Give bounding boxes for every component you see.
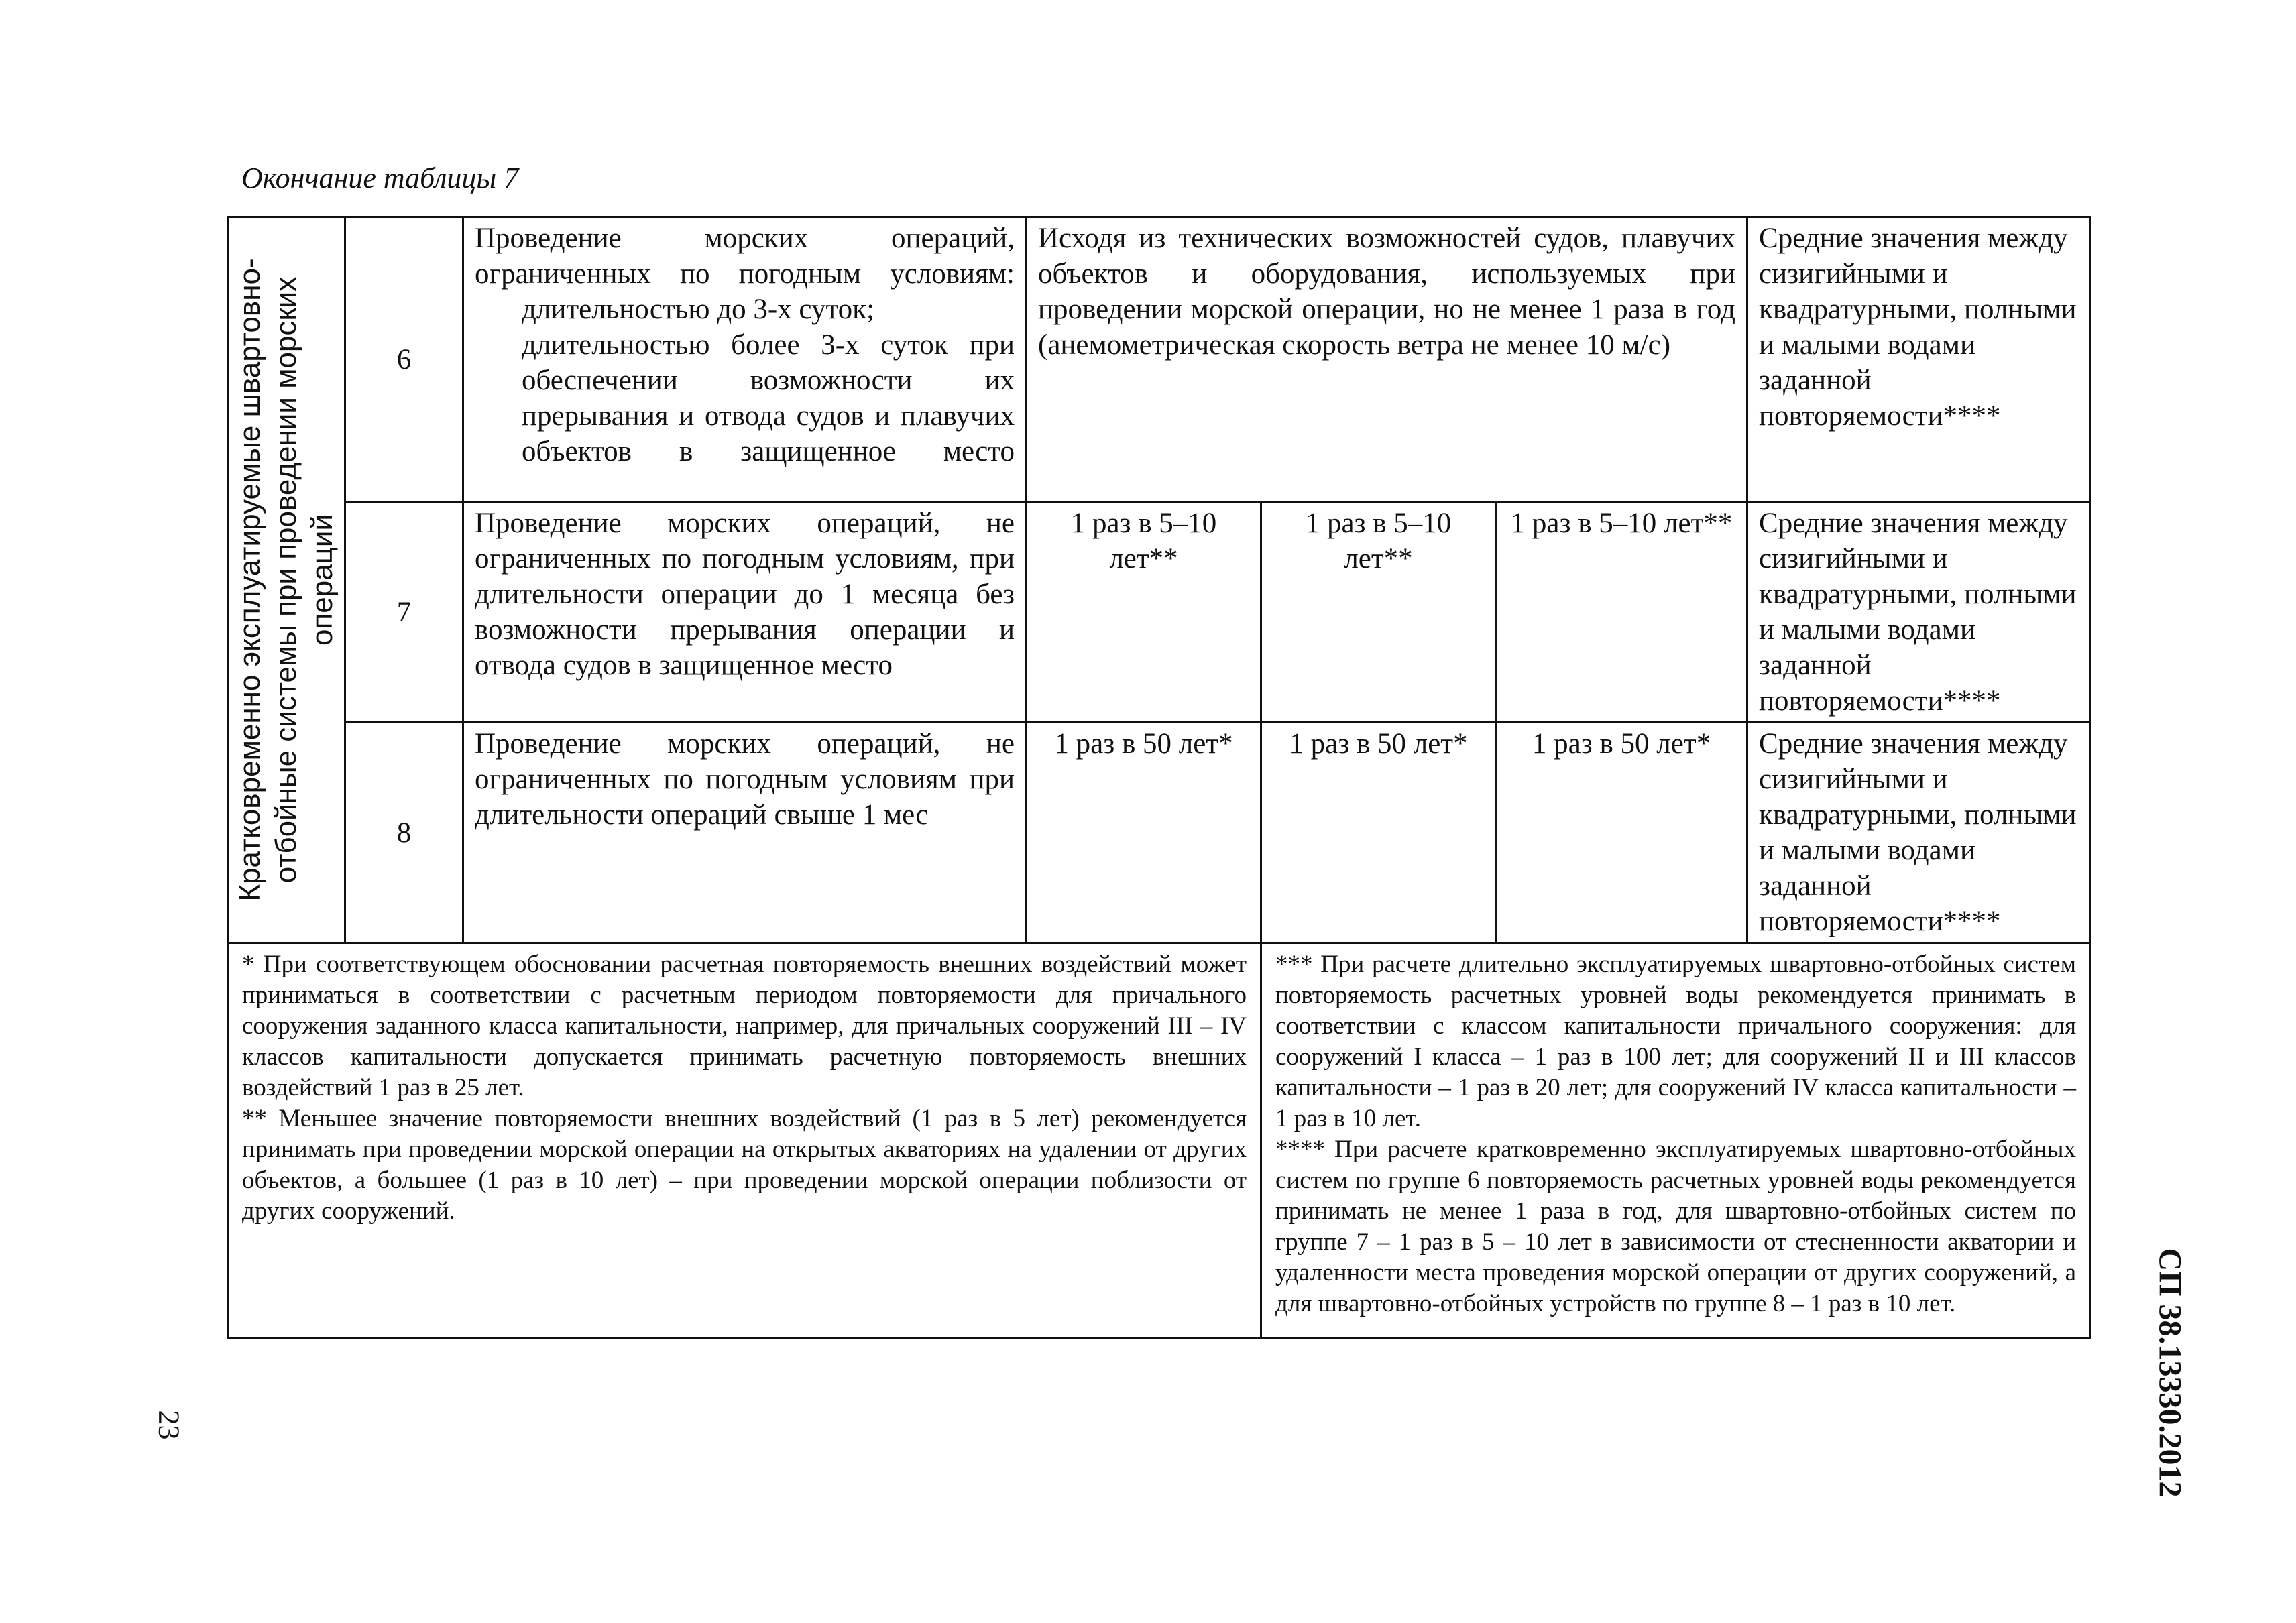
note-2: ** Меньшее значение повторяемости внешних воздействий (1 раз в 5 лет) рекомендуется принимать при проведении морской операции на открытых акваториях на удалении от других объектов, а большее (1 раз в 10 лет) – при проведении морской операции поблизости от других сооружений. bbox=[242, 1105, 1247, 1225]
row-number: 7 bbox=[345, 502, 463, 723]
merged-value-cell: Исходя из технических возможностей судов, плавучих объектов и оборудования, используемых при проведении морской операции, но не менее 1 раза в год (анемометрическая скорость ветра не менее 10 м/с) bbox=[1027, 217, 1747, 502]
notes-left bbox=[228, 943, 1261, 1339]
description-item: длительностью до 3-х суток; bbox=[522, 294, 875, 325]
notes-row bbox=[228, 943, 2091, 1339]
water-level-cell: Средние значения между сизигийными и квадратурными, полными и малыми водами заданной повторяемости**** bbox=[1747, 723, 2091, 943]
value-cell: 1 раз в 5–10 лет** bbox=[1261, 502, 1496, 723]
group-label-cell bbox=[228, 217, 345, 943]
value-cell: 1 раз в 50 лет* bbox=[1027, 723, 1261, 943]
notes-right bbox=[1261, 943, 2091, 1339]
page-number: 23 bbox=[152, 1410, 186, 1440]
operation-description bbox=[463, 217, 1027, 502]
row-number: 6 bbox=[345, 217, 463, 502]
table-7-end bbox=[227, 216, 2091, 1339]
note-3: *** При расчете длительно эксплуатируемых швартовно-отбойных систем повторяемость расчетных уровней воды рекомендуется принимать в соответствии с классом капитальности причального сооружения: для сооружений I класса – 1 раз в 100 лет; для сооружений II и III классов капитальности – 1 раз в 20 лет; для сооружений IV класса капитальности – 1 раз в 10 лет. bbox=[1275, 951, 2077, 1132]
description-item: длительностью более 3-х суток при обеспечении возможности их прерывания и отвода судов и плавучих объектов в защищенное место bbox=[522, 329, 1015, 467]
value-cell: 1 раз в 50 лет* bbox=[1496, 723, 1747, 943]
water-level-cell: Средние значения между сизигийными и квадратурными, полными и малыми водами заданной повторяемости**** bbox=[1747, 502, 2091, 723]
table-caption: Окончание таблицы 7 bbox=[241, 162, 519, 194]
note-4: **** При расчете кратковременно эксплуатируемых швартовно-отбойных систем по группе 6 повторяемость расчетных уровней воды рекомендуется принимать не менее 1 раза в год, для швартовно-отбойных систем по группе 7 – 1 раз в 5 – 10 лет в зависимости от стесненности акватории и удаленности места проведения морской операции от других сооружений, а для швартовно-отбойных устройств по группе 8 – 1 раз в 10 лет. bbox=[1275, 1136, 2077, 1317]
document-code: СП 38.13330.2012 bbox=[2152, 1248, 2188, 1498]
note-1: * При соответствующем обосновании расчетная повторяемость внешних воздействий может приниматься в соответствии с расчетным периодом повторяемости для причального сооружения заданного класса капитальности, например, для причальных сооружений III – IV классов капитальности допускается принимать расчетную повторяемость внешних воздействий 1 раз в 25 лет. bbox=[242, 951, 1247, 1101]
group-label: Кратковременно эксплуатируемые швартовно-отбойные системы при проведении морских операций bbox=[233, 258, 339, 902]
operation-description: Проведение морских операций, не ограниченных по погодным условиям, при длительности операции до 1 месяца без возможности прерывания операции и отвода судов в защищенное место bbox=[463, 502, 1027, 723]
value-cell: 1 раз в 5–10 лет** bbox=[1027, 502, 1261, 723]
description-head: Проведение морских операций, ограниченных по погодным условиям: bbox=[475, 223, 1015, 290]
operation-description: Проведение морских операций, не ограниченных по погодным условиям при длительности операций свыше 1 мес bbox=[463, 723, 1027, 943]
table-row bbox=[228, 217, 2091, 502]
value-cell: 1 раз в 5–10 лет** bbox=[1496, 502, 1747, 723]
value-cell: 1 раз в 50 лет* bbox=[1261, 723, 1496, 943]
water-level-cell: Средние значения между сизигийными и квадратурными, полными и малыми водами заданной повторяемости**** bbox=[1747, 217, 2091, 502]
table-row bbox=[228, 502, 2091, 723]
table-row bbox=[228, 723, 2091, 943]
row-number: 8 bbox=[345, 723, 463, 943]
